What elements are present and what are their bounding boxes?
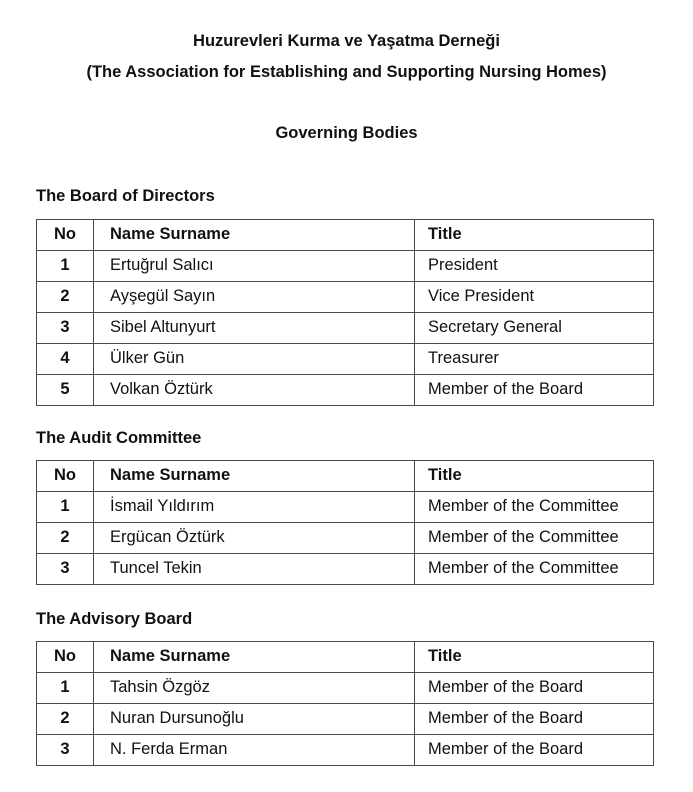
cell-name: Nuran Dursunoğlu — [94, 704, 415, 735]
cell-title: Member of the Board — [415, 704, 654, 735]
table-row — [37, 704, 654, 735]
cell-title: Member of the Board — [415, 673, 654, 704]
cell-name: Ergücan Öztürk — [94, 523, 415, 554]
table-row — [37, 673, 654, 704]
column-header-name: Name Surname — [94, 220, 415, 251]
board-of-directors-table — [36, 219, 654, 406]
cell-no: 3 — [37, 735, 94, 766]
table-row — [37, 375, 654, 406]
cell-no: 3 — [37, 313, 94, 344]
cell-no: 1 — [37, 673, 94, 704]
cell-no: 2 — [37, 704, 94, 735]
section-heading-audit-committee: The Audit Committee — [36, 429, 202, 447]
table-header-row — [37, 461, 654, 492]
table-row — [37, 313, 654, 344]
table-row — [37, 282, 654, 313]
column-header-title: Title — [415, 642, 654, 673]
column-header-title: Title — [415, 461, 654, 492]
section-heading-board-of-directors: The Board of Directors — [36, 187, 215, 205]
document-title-turkish: Huzurevleri Kurma ve Yaşatma Derneği — [193, 32, 500, 50]
table-row — [37, 251, 654, 282]
cell-name: Tuncel Tekin — [94, 554, 415, 585]
section-heading-advisory-board: The Advisory Board — [36, 610, 193, 628]
cell-title: Vice President — [415, 282, 654, 313]
table-row — [37, 735, 654, 766]
cell-title: Member of the Committee — [415, 554, 654, 585]
cell-name: Sibel Altunyurt — [94, 313, 415, 344]
cell-name: Ayşegül Sayın — [94, 282, 415, 313]
audit-committee-table — [36, 460, 654, 585]
cell-title: President — [415, 251, 654, 282]
cell-name: İsmail Yıldırım — [94, 492, 415, 523]
cell-name: N. Ferda Erman — [94, 735, 415, 766]
table-row — [37, 554, 654, 585]
cell-no: 4 — [37, 344, 94, 375]
column-header-no: No — [37, 220, 94, 251]
advisory-board-table — [36, 641, 654, 766]
cell-title: Member of the Board — [415, 735, 654, 766]
column-header-name: Name Surname — [94, 642, 415, 673]
column-header-title: Title — [415, 220, 654, 251]
column-header-no: No — [37, 642, 94, 673]
document-subtitle: Governing Bodies — [275, 124, 418, 142]
table-header-row — [37, 642, 654, 673]
cell-title: Secretary General — [415, 313, 654, 344]
cell-name: Ülker Gün — [94, 344, 415, 375]
cell-no: 5 — [37, 375, 94, 406]
table-row — [37, 344, 654, 375]
cell-title: Member of the Committee — [415, 492, 654, 523]
table-row — [37, 492, 654, 523]
cell-name: Volkan Öztürk — [94, 375, 415, 406]
cell-no: 3 — [37, 554, 94, 585]
column-header-no: No — [37, 461, 94, 492]
table-header-row — [37, 220, 654, 251]
column-header-name: Name Surname — [94, 461, 415, 492]
cell-no: 1 — [37, 492, 94, 523]
cell-name: Tahsin Özgöz — [94, 673, 415, 704]
cell-no: 1 — [37, 251, 94, 282]
cell-no: 2 — [37, 282, 94, 313]
cell-name: Ertuğrul Salıcı — [94, 251, 415, 282]
cell-title: Member of the Committee — [415, 523, 654, 554]
cell-no: 2 — [37, 523, 94, 554]
table-row — [37, 523, 654, 554]
cell-title: Treasurer — [415, 344, 654, 375]
cell-title: Member of the Board — [415, 375, 654, 406]
document-title-english: (The Association for Establishing and Supporting Nursing Homes) — [86, 63, 607, 81]
